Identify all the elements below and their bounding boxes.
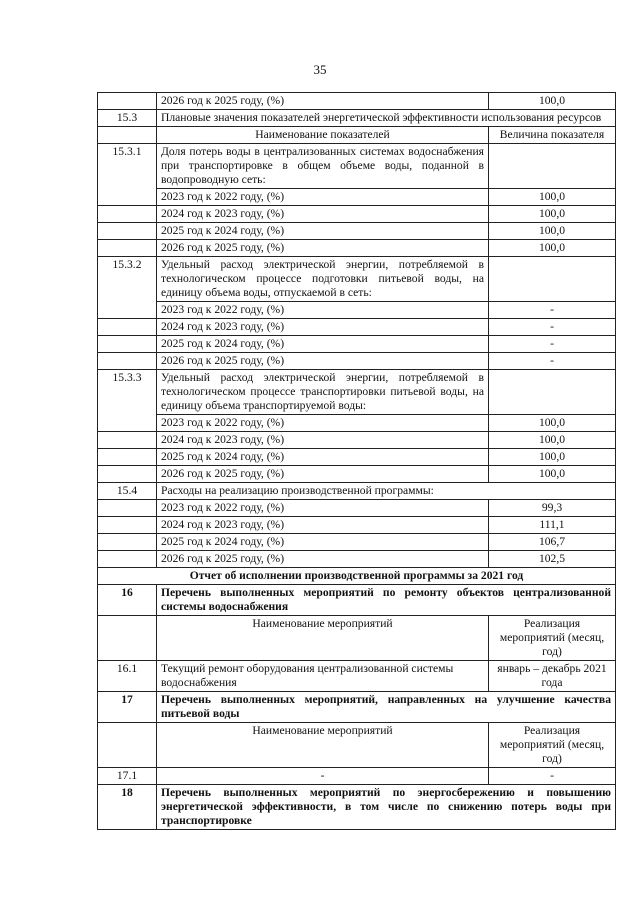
row-label: 2023 год к 2022 году, (%) — [157, 189, 489, 206]
row-label: 2023 год к 2022 году, (%) — [157, 500, 489, 517]
item-number: 16.1 — [98, 661, 157, 692]
row-label: 2025 год к 2024 году, (%) — [157, 449, 489, 466]
section-title: Удельный расход электрической энергии, потребляемой в технологическом процессе транспортировки питьевой воды, на единицу объема транспортируемой воды: — [157, 370, 489, 415]
section-15-3-3 — [98, 370, 616, 415]
section-title: Удельный расход электрической энергии, потребляемой в технологическом процессе подготовки питьевой воды, на единицу объема воды, отпускаемой в сеть: — [157, 257, 489, 302]
row-label: 2026 год к 2025 году, (%) — [157, 240, 489, 257]
column-header-name: Наименование мероприятий — [157, 723, 489, 768]
row-label: 2026 год к 2025 году, (%) — [157, 93, 489, 110]
table-row — [98, 551, 616, 568]
report-title: Отчет об исполнении производственной программы за 2021 год — [98, 568, 616, 585]
row-label: 2025 год к 2024 году, (%) — [157, 336, 489, 353]
section-number: 16 — [98, 585, 157, 616]
table-row — [98, 223, 616, 240]
row-label: 2026 год к 2025 году, (%) — [157, 466, 489, 483]
program-table — [97, 92, 616, 830]
row-label: 2024 год к 2023 году, (%) — [157, 206, 489, 223]
row-value: 100,0 — [489, 93, 616, 110]
column-header-name: Наименование показателей — [157, 127, 489, 144]
row-value: 99,3 — [489, 500, 616, 517]
item-number: 17.1 — [98, 768, 157, 785]
table-row — [98, 661, 616, 692]
row-value: - — [489, 353, 616, 370]
row-label: 2025 год к 2024 году, (%) — [157, 534, 489, 551]
table-row — [98, 517, 616, 534]
column-header-row — [98, 723, 616, 768]
table-row — [98, 500, 616, 517]
row-value: - — [489, 336, 616, 353]
table-row — [98, 189, 616, 206]
column-header-name: Наименование мероприятий — [157, 616, 489, 661]
row-value: 100,0 — [489, 466, 616, 483]
table-row — [98, 319, 616, 336]
section-15-3 — [98, 110, 616, 127]
section-15-3-1 — [98, 144, 616, 189]
row-label: 2023 год к 2022 году, (%) — [157, 415, 489, 432]
section-18 — [98, 785, 616, 830]
row-label: 2026 год к 2025 году, (%) — [157, 551, 489, 568]
section-number: 17 — [98, 692, 157, 723]
row-value: 100,0 — [489, 206, 616, 223]
table-row — [98, 432, 616, 449]
report-title-row — [98, 568, 616, 585]
table-row — [98, 534, 616, 551]
column-header-value: Величина показателя — [489, 127, 616, 144]
table-row — [98, 449, 616, 466]
section-title: Перечень выполненных мероприятий по энергосбережению и повышению энергетической эффективности, в том числе по снижению потерь воды при транспортировке — [157, 785, 616, 830]
table-row — [98, 466, 616, 483]
row-label: 2026 год к 2025 году, (%) — [157, 353, 489, 370]
section-15-4 — [98, 483, 616, 500]
section-number: 15.3.3 — [98, 370, 157, 432]
row-value: 100,0 — [489, 415, 616, 432]
table-row — [98, 240, 616, 257]
row-label: 2023 год к 2022 году, (%) — [157, 302, 489, 319]
row-value: - — [489, 302, 616, 319]
table-row — [98, 206, 616, 223]
table-row — [98, 768, 616, 785]
table-row — [98, 302, 616, 319]
row-value: 102,5 — [489, 551, 616, 568]
section-number: 18 — [98, 785, 157, 830]
table-row — [98, 336, 616, 353]
row-value: 100,0 — [489, 449, 616, 466]
row-value: 106,7 — [489, 534, 616, 551]
section-title: Доля потерь воды в централизованных системах водоснабжения при транспортировке в общем объеме воды, поданной в водопроводную сеть: — [157, 144, 489, 189]
section-16 — [98, 585, 616, 616]
row-label: 2024 год к 2023 году, (%) — [157, 432, 489, 449]
table-row — [98, 415, 616, 432]
row-value: 100,0 — [489, 189, 616, 206]
column-header-row — [98, 616, 616, 661]
column-header-row — [98, 127, 616, 144]
page-number: 35 — [313, 62, 327, 77]
item-value: - — [489, 768, 616, 785]
row-value: 111,1 — [489, 517, 616, 534]
section-title: Перечень выполненных мероприятий, направленных на улучшение качества питьевой воды — [157, 692, 616, 723]
row-label: 2024 год к 2023 году, (%) — [157, 319, 489, 336]
section-title: Расходы на реализацию производственной программы: — [157, 483, 616, 500]
item-name: - — [157, 768, 489, 785]
table-row — [98, 353, 616, 370]
section-17 — [98, 692, 616, 723]
section-title: Перечень выполненных мероприятий по ремонту объектов централизованной системы водоснабжения — [157, 585, 616, 616]
section-number: 15.3.2 — [98, 257, 157, 319]
column-header-value: Реализация мероприятий (месяц, год) — [489, 616, 616, 661]
row-value: 100,0 — [489, 432, 616, 449]
row-value: 100,0 — [489, 240, 616, 257]
row-value: - — [489, 319, 616, 336]
section-number: 15.3.1 — [98, 144, 157, 206]
item-value: январь – декабрь 2021 года — [489, 661, 616, 692]
table-row — [98, 93, 616, 110]
item-name: Текущий ремонт оборудования централизованной системы водоснабжения — [157, 661, 489, 692]
section-number: 15.3 — [98, 110, 157, 127]
section-number: 15.4 — [98, 483, 157, 500]
row-label: 2025 год к 2024 году, (%) — [157, 223, 489, 240]
row-value: 100,0 — [489, 223, 616, 240]
row-label: 2024 год к 2023 году, (%) — [157, 517, 489, 534]
section-title: Плановые значения показателей энергетической эффективности использования ресурсов — [157, 110, 616, 127]
section-15-3-2 — [98, 257, 616, 302]
column-header-value: Реализация мероприятий (месяц, год) — [489, 723, 616, 768]
